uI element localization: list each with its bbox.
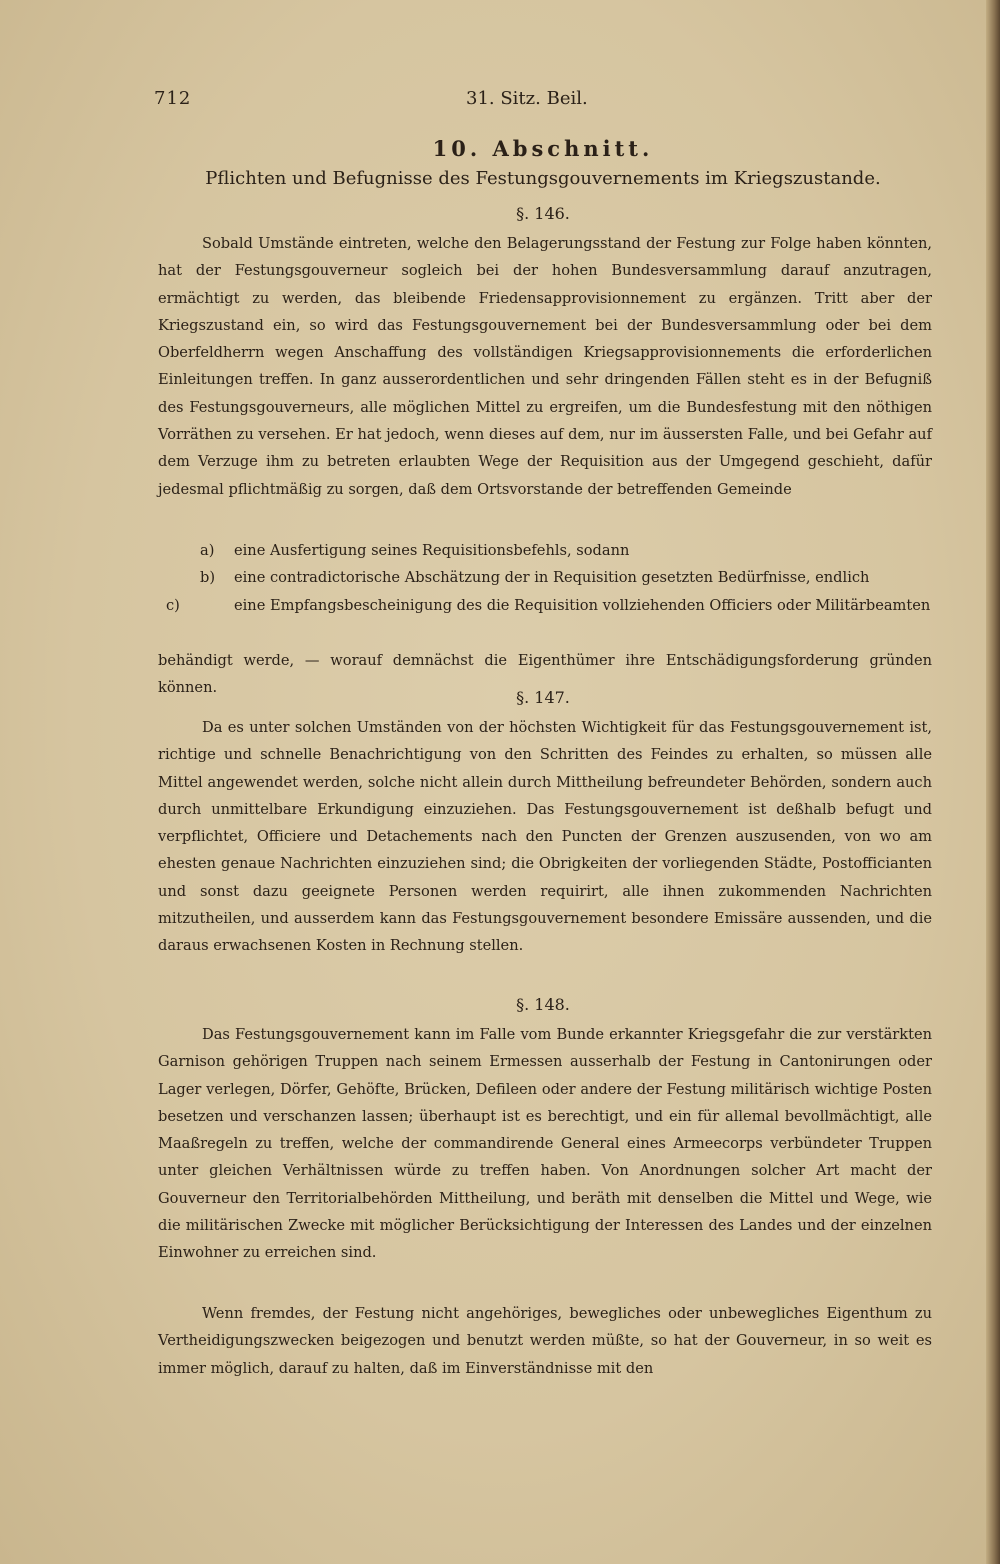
list-item-text: eine Empfangsbescheinigung des die Requisition vollziehenden Officiers oder Militärbeamten xyxy=(234,597,931,614)
section-subtitle: Pflichten und Befugnisse des Festungsgouvernements im Kriegszustande. xyxy=(205,168,881,189)
list-item-label: a) xyxy=(200,542,215,559)
paragraph-number-147: §. 147. xyxy=(516,688,570,707)
paragraph-147-body: Da es unter solchen Umständen von der höchsten Wichtigkeit für das Festungsgouvernement ist, richtige und schnelle Benachrichtigung von den Schritten des Feindes zu erhalten, so müssen alle Mittel angewendet werden, solche nicht allein durch Mittheilung befreundeter Behörden, sondern auch durch unmittelbare Erkundigung einzuziehen. Das Festungsgouvernement ist deßhalb befugt und verpflichtet, Officiere und Detachements nach den Puncten der Grenzen auszusenden, von wo am ehesten genaue Nachrichten einzuziehen sind; die Obrigkeiten der vorliegenden Städte, Postofficianten und sonst dazu geeignete Personen werden requirirt, alle ihnen zukommenden Nachrichten mitzutheilen, und ausserdem kann das Festungsgouvernement besondere Emissäre aussenden, und die daraus erwachsenen Kosten in Rechnung stellen. xyxy=(158,719,932,955)
page-number: 712 xyxy=(154,88,192,109)
list-item-label: c) xyxy=(166,597,180,614)
list-item-a xyxy=(200,537,932,564)
paragraph-148-body: Das Festungsgouvernement kann im Falle vom Bunde erkannter Kriegsgefahr die zur verstärkten Garnison gehörigen Truppen nach seinem Ermessen ausserhalb der Festung in Cantonirungen oder Lager verlegen, Dörfer, Gehöfte, Brücken, Defileen oder andere der Festung militärisch wichtige Posten besetzen und verschanzen lassen; überhaupt ist es berechtigt, und ein für allemal bevollmächtigt, alle Maaßregeln zu treffen, welche der commandirende General eines Armeecorps verbündeter Truppen unter gleichen Verhältnissen würde zu treffen haben. Von Anordnungen solcher Art macht der Gouverneur den Territorialbehörden Mittheilung, und beräth mit denselben die Mittel und Wege, wie die militärischen Zwecke mit möglicher Berücksichtigung der Interessen des Landes und der einzelnen Einwohner zu erreichen sind. xyxy=(158,1026,932,1262)
running-title: 31. Sitz. Beil. xyxy=(466,88,588,109)
list-item-label: b) xyxy=(200,569,216,586)
page-header xyxy=(154,88,934,116)
paragraph-146-body: Sobald Umstände eintreten, welche den Belagerungsstand der Festung zur Folge haben könnten, hat der Festungsgouverneur sogleich bei der hohen Bundesversammlung darauf anzutragen, ermächtigt zu werden, das bleibende Friedensapprovisionnement zu ergänzen. Tritt aber der Kriegszustand ein, so wird das Festungsgouvernement bei der Bundesversammlung oder bei dem Oberfeldherrn wegen Anschaffung des vollständigen Kriegsapprovisionnements die erforderlichen Einleitungen treffen. In ganz ausserordentlichen und sehr dringenden Fällen steht es in der Befugniß des Festungsgouverneurs, alle möglichen Mittel zu ergreifen, um die Bundesfestung mit den nöthigen Vorräthen zu versehen. Er hat jedoch, wenn dieses auf dem, nur im äussersten Falle, und bei Gefahr auf dem Verzuge ihm zu betreten erlaubten Wege der Requisition aus der Umgegend geschieht, dafür jedesmal pflichtmäßig zu sorgen, daß dem Ortsvorstande der betreffenden Gemeinde xyxy=(158,235,932,498)
list-item-b xyxy=(200,564,932,591)
paragraph-number-148: §. 148. xyxy=(516,995,570,1014)
page-edge xyxy=(986,0,1000,1564)
paragraph-148-continuation: Wenn fremdes, der Festung nicht angehöriges, bewegliches oder unbewegliches Eigenthum zu Vertheidigungszwecken beigezogen und benutzt werden müßte, so hat der Gouverneur, in so weit es immer möglich, darauf zu halten, daß im Einverständnisse mit den xyxy=(158,1305,932,1377)
section-title: 10. Abschnitt. xyxy=(432,136,654,161)
list-item-c xyxy=(166,592,966,619)
paragraph-number-146: §. 146. xyxy=(516,204,570,223)
list-item-text: eine contradictorische Abschätzung der in Requisition gesetzten Bedürfnisse, endlich xyxy=(234,569,870,586)
list-item-text: eine Ausfertigung seines Requisitionsbefehls, sodann xyxy=(234,542,630,559)
paragraph-146-closing: behändigt werde, — worauf demnächst die Eigenthümer ihre Entschädigungsforderung gründen können. xyxy=(158,652,932,697)
